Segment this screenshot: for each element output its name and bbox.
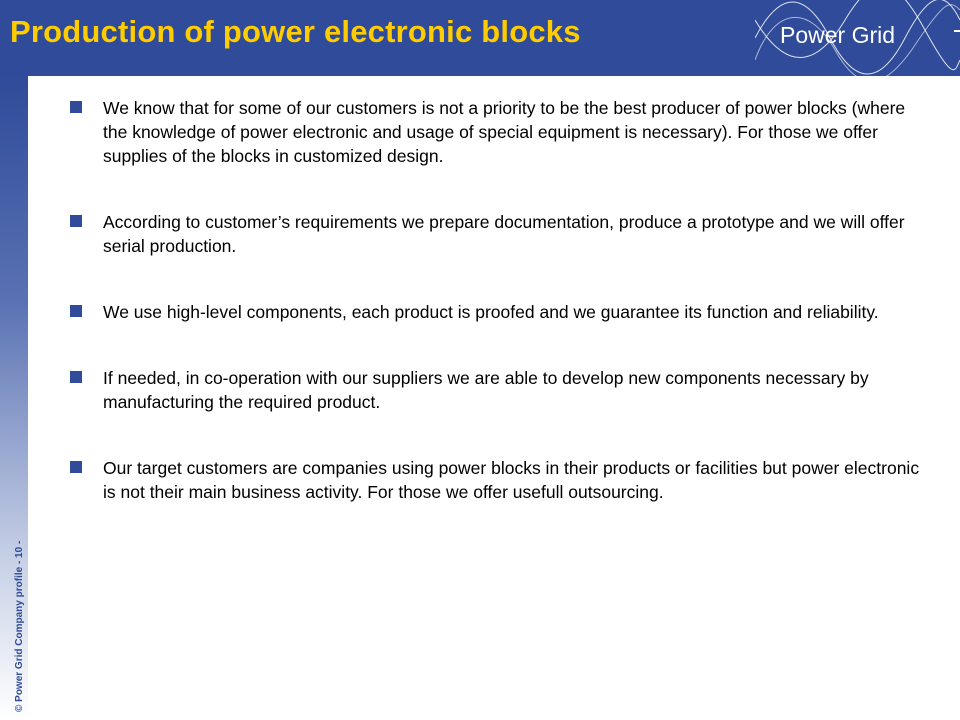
- bullet-text: Our target customers are companies using power blocks in their products or facilities but power electronic is not their main business activity. For those we offer usefull outsourcing.: [103, 458, 920, 502]
- bullet-item: [70, 366, 920, 414]
- bullet-item: [70, 300, 920, 324]
- square-bullet-icon: [70, 101, 82, 113]
- bullet-item: [70, 456, 920, 504]
- square-bullet-icon: [70, 215, 82, 227]
- bullet-text: We know that for some of our customers is not a priority to be the best producer of power blocks (where the knowledge of power electronic and usage of special equipment is necessary). For those we offer supplies of the blocks in customized design.: [103, 98, 906, 166]
- square-bullet-icon: [70, 305, 82, 317]
- bullet-text: If needed, in co-operation with our suppliers we are able to develop new components necessary by manufacturing the required product.: [103, 368, 869, 412]
- brand-logo-text: Power Grid: [780, 22, 896, 48]
- header-bar: [0, 0, 960, 76]
- slide-title: Production of power electronic blocks: [10, 14, 581, 49]
- square-bullet-icon: [70, 461, 82, 473]
- bullet-text: We use high-level components, each product is proofed and we guarantee its function and reliability.: [103, 302, 879, 322]
- corner-mark: [954, 30, 960, 32]
- footer-copyright: © Power Grid Company profile - 10 -: [14, 540, 25, 712]
- bullet-item: [70, 96, 920, 168]
- bullet-list: [70, 96, 920, 524]
- square-bullet-icon: [70, 371, 82, 383]
- bullet-text: According to customer’s requirements we prepare documentation, produce a prototype and we will offer serial production.: [103, 212, 905, 256]
- bullet-item: [70, 210, 920, 258]
